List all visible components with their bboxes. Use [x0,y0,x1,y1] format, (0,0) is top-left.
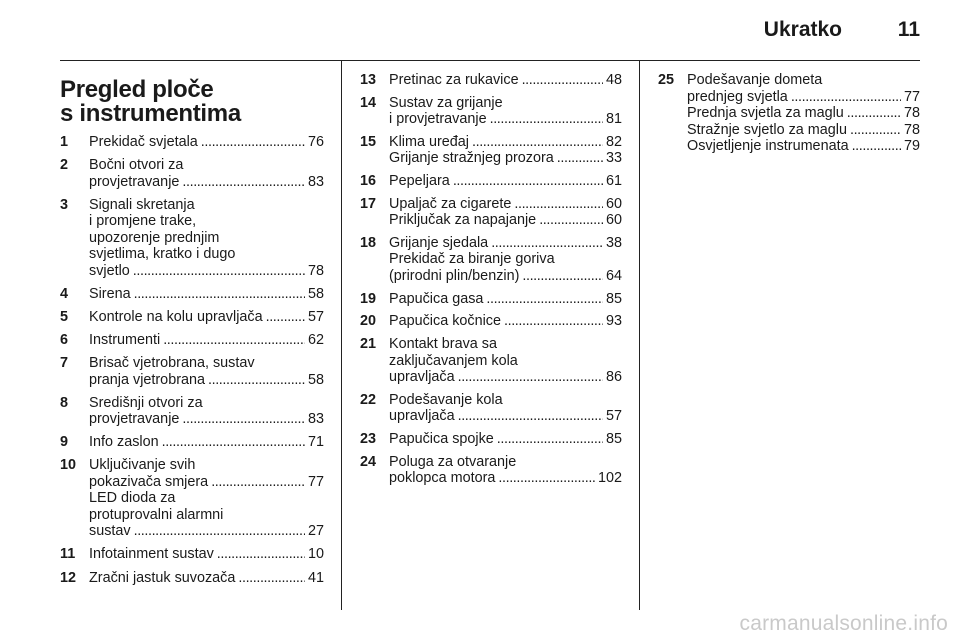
entry-text: Prednja svjetla za maglu [687,105,844,121]
entry-line: Signali skretanja [89,196,195,213]
dot-leader [852,138,901,155]
page-reference: 85 [605,290,622,307]
entry-line [389,369,622,386]
entry-line [389,470,622,487]
entry-line [89,546,324,563]
entry-line: Bočni otvori za [89,157,184,174]
toc-entry [60,570,324,587]
entry-number: 12 [60,569,77,586]
entry-number: 11 [60,546,76,563]
page-reference: 62 [307,331,324,348]
toc-entry [60,355,324,388]
heading-line-2: s instrumentima [60,100,241,127]
page-reference: 77 [307,473,324,490]
page-reference: 102 [597,470,622,487]
entry-line: upozorenje prednjim [89,229,220,246]
dot-leader [491,235,603,252]
entry-text: upravljača [389,408,455,425]
entry-list [60,134,324,586]
page-reference: 82 [605,133,622,150]
entry-text: Sirena [89,285,131,302]
entry-line [687,122,920,139]
page-reference: 27 [307,523,324,540]
page-reference: 58 [307,371,324,388]
page-reference: 48 [605,72,622,88]
toc-entry [60,457,324,540]
toc-entry [360,72,622,89]
entry-text: Papučica spojke [389,430,494,447]
dot-leader [486,291,603,308]
entry-number: 7 [60,355,69,372]
entry-text: Osvjetljenje instrumenata [687,138,849,154]
dot-leader [211,474,305,491]
dot-leader [514,196,603,213]
entry-line [89,134,324,151]
entry-text: Pepeljara [389,173,450,190]
entry-number: 8 [60,394,69,411]
watermark: carmanualsonline.info [739,612,948,635]
toc-entry [60,286,324,303]
dot-leader [504,313,603,330]
entry-text: Upaljač za cigarete [389,195,512,212]
entry-number: 1 [60,134,69,150]
entry-number: 14 [360,94,377,111]
entry-text: svjetlo [89,262,130,279]
entry-line [687,138,920,155]
entry-line: LED dioda za [89,490,176,507]
entry-number: 25 [658,72,675,88]
page-reference: 58 [307,285,324,302]
dot-leader [217,546,305,563]
entry-number: 21 [360,336,377,352]
page-reference: 60 [605,195,622,212]
entry-number: 17 [360,195,377,212]
page-reference: 86 [605,369,622,385]
dot-leader [522,268,603,285]
page-reference: 78 [307,262,324,279]
dot-leader [238,570,305,587]
page-reference: 77 [903,88,920,105]
dot-leader [490,111,603,128]
toc-entry [360,134,622,167]
header-rule [60,60,920,61]
heading-line-1: Pregled ploče [60,76,214,103]
dot-leader [201,134,305,151]
dot-leader [134,286,305,303]
toc-entry [60,197,324,280]
entry-line [389,196,622,213]
entry-number: 2 [60,157,69,174]
entry-text: Grijanje sjedala [389,234,489,251]
dot-leader [133,263,305,280]
entry-text: upravljača [389,369,455,385]
page-reference: 60 [605,212,622,229]
entry-line: Prekidač za biranje goriva [389,251,555,268]
toc-entry [60,434,324,451]
toc-entry [360,95,622,128]
section-heading [60,78,324,126]
page-reference: 38 [605,234,622,251]
entry-text: Pretinac za rukavice [389,72,519,88]
toc-entry [60,332,324,349]
dot-leader [497,431,603,448]
entry-line: zaključavanjem kola [389,352,518,369]
entry-number: 6 [60,331,69,348]
entry-text: provjetravanje [89,173,180,190]
entry-number: 4 [60,285,69,302]
entry-text: Klima uređaj [389,133,469,150]
entry-number: 16 [360,173,377,190]
page-reference: 41 [307,569,324,586]
toc-entry [360,454,622,487]
entry-line [89,174,324,191]
entry-list [658,72,920,155]
page-reference: 81 [605,111,622,128]
dot-leader [162,434,305,451]
dot-leader [182,174,305,191]
page-reference: 78 [903,121,920,138]
entry-text: (prirodni plin/benzin) [389,267,520,284]
entry-line: Podešavanje kola [389,391,503,408]
dot-leader [458,408,603,425]
dot-leader [847,105,901,122]
column-divider [639,60,640,610]
entry-line: Podešavanje dometa [687,72,823,88]
entry-line [389,173,622,190]
dot-leader [208,372,305,389]
entry-line [389,408,622,425]
entry-text: Instrumenti [89,331,161,348]
dot-leader [557,150,603,167]
entry-text: i provjetravanje [389,111,487,128]
entry-line [389,268,622,285]
toc-entry [360,173,622,190]
page-header [60,10,920,58]
entry-line [389,212,622,229]
entry-text: Info zaslon [89,434,159,451]
entry-line [389,150,622,167]
toc-entry [360,291,622,308]
page-reference: 76 [307,134,324,150]
page-reference: 83 [307,411,324,428]
entry-text: Infotainment sustav [89,546,214,563]
dot-leader [791,89,901,106]
entry-line: Kontakt brava sa [389,336,497,352]
page-number: 11 [897,18,920,41]
entry-line [89,523,324,540]
entry-number: 18 [360,234,377,251]
entry-number: 9 [60,434,69,451]
entry-line: Sustav za grijanje [389,94,503,111]
entry-line: svjetlima, kratko i dugo [89,246,236,263]
entry-text: Papučica gasa [389,290,484,307]
page-reference: 33 [605,150,622,167]
dot-leader [182,411,305,428]
page-reference: 93 [605,313,622,330]
entry-text: prednjeg svjetla [687,88,788,105]
entry-line [89,286,324,303]
entry-line [89,309,324,326]
entry-text: poklopca motora [389,470,496,487]
toc-entry [360,313,622,330]
page-reference: 78 [903,105,920,121]
toc-entry [60,157,324,190]
column-1 [60,72,324,593]
entry-line [89,263,324,280]
page-reference: 57 [605,408,622,425]
entry-line [89,434,324,451]
toc-entry [60,395,324,428]
entry-number: 24 [360,453,377,470]
dot-leader [453,173,603,190]
entry-line: Brisač vjetrobrana, sustav [89,355,255,372]
entry-number: 22 [360,391,377,408]
entry-line: Središnji otvori za [89,394,203,411]
entry-line [89,372,324,389]
entry-number: 23 [360,430,377,447]
entry-list [360,72,622,487]
entry-line [89,332,324,349]
entry-line [687,89,920,106]
entry-text: Grijanje stražnjeg prozora [389,150,554,167]
dot-leader [522,72,603,89]
page-reference: 85 [605,430,622,447]
dot-leader [539,212,603,229]
entry-text: Papučica kočnice [389,313,501,330]
entry-line [389,111,622,128]
entry-line [89,570,324,587]
entry-text: pranja vjetrobrana [89,371,205,388]
page-reference: 79 [903,138,920,154]
toc-entry [658,72,920,155]
page-reference: 10 [307,546,324,563]
dot-leader [498,470,595,487]
toc-entry [60,309,324,326]
entry-number: 13 [360,72,377,88]
dot-leader [472,134,603,151]
entry-line [89,411,324,428]
entry-text: Kontrole na kolu upravljača [89,308,263,325]
column-2 [360,72,622,493]
entry-line: i promjene trake, [89,213,197,230]
entry-line [389,313,622,330]
entry-line [687,105,920,122]
toc-entry [60,134,324,151]
entry-text: sustav [89,523,131,540]
entry-number: 15 [360,133,377,150]
entry-number: 3 [60,196,69,213]
toc-entry [360,336,622,386]
page-reference: 61 [605,173,622,190]
entry-text: Zračni jastuk suvozača [89,569,236,586]
entry-line [389,134,622,151]
dot-leader [134,523,305,540]
entry-text: Stražnje svjetlo za maglu [687,121,847,138]
entry-number: 20 [360,313,377,330]
entry-line: protuprovalni alarmni [89,506,224,523]
entry-line [389,235,622,252]
page-reference: 71 [307,434,324,451]
section-title: Ukratko [763,18,842,41]
entry-line: Uključivanje svih [89,457,196,474]
entry-number: 5 [60,308,69,325]
dot-leader [163,332,305,349]
entry-line: Poluga za otvaranje [389,453,517,470]
entry-number: 10 [60,457,77,474]
entry-line [89,474,324,491]
dot-leader [266,309,305,326]
entry-text: pokazivača smjera [89,473,209,490]
toc-entry [360,431,622,448]
entry-line [389,431,622,448]
toc-entry [360,392,622,425]
page-reference: 64 [605,267,622,284]
column-3 [658,72,920,161]
toc-entry [60,546,324,563]
entry-line [389,72,622,89]
toc-entry [360,196,622,229]
entry-text: Priključak za napajanje [389,212,537,229]
dot-leader [850,122,901,139]
page-reference: 83 [307,173,324,190]
page-reference: 57 [307,308,324,325]
column-divider [341,60,342,610]
entry-line [389,291,622,308]
entry-text: Prekidač svjetala [89,134,198,150]
dot-leader [458,369,603,386]
toc-entry [360,235,622,285]
entry-number: 19 [360,290,377,307]
entry-text: provjetravanje [89,411,180,428]
